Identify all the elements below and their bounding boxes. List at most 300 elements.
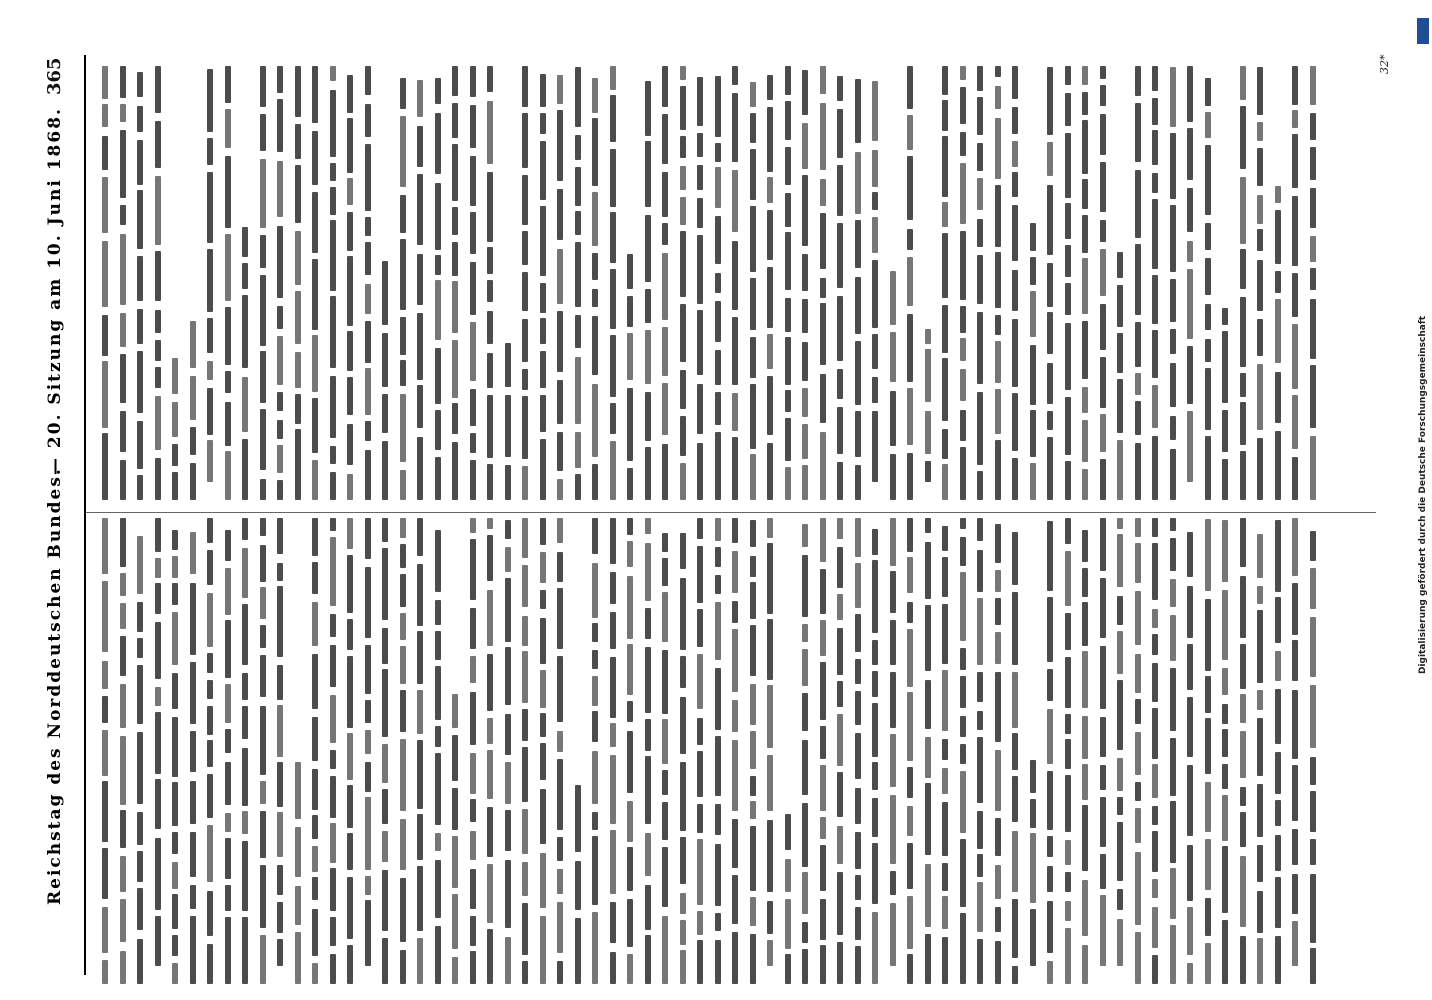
word-mark (382, 744, 388, 783)
word-mark (592, 912, 598, 984)
word-mark (540, 395, 546, 433)
text-line (96, 62, 114, 500)
word-mark (540, 618, 546, 664)
word-mark (260, 781, 266, 804)
word-mark (1275, 689, 1281, 743)
word-mark (872, 843, 878, 904)
word-mark (365, 645, 371, 694)
word-mark (155, 396, 161, 450)
word-mark (575, 167, 581, 206)
word-mark (1170, 205, 1176, 272)
text-line (849, 514, 867, 984)
word-mark (505, 465, 511, 500)
word-mark (1257, 122, 1263, 141)
word-mark (662, 253, 668, 321)
word-mark (855, 79, 861, 143)
word-mark (347, 945, 353, 984)
word-mark (400, 739, 406, 812)
word-mark (242, 673, 248, 700)
word-mark (505, 647, 511, 705)
word-mark (1292, 829, 1298, 865)
word-mark (330, 296, 336, 368)
word-mark (1135, 373, 1141, 394)
word-mark (837, 547, 843, 588)
word-mark (592, 650, 598, 669)
text-line (1076, 514, 1094, 984)
word-mark (435, 410, 441, 450)
word-mark (1310, 436, 1316, 500)
word-mark (1310, 874, 1316, 942)
word-mark (1240, 936, 1246, 984)
word-mark (907, 896, 913, 949)
word-mark (102, 177, 108, 233)
word-mark (907, 954, 913, 984)
word-mark (732, 819, 738, 867)
word-mark (837, 76, 843, 101)
word-mark (837, 369, 843, 399)
word-mark (522, 961, 528, 984)
word-mark (802, 299, 808, 333)
word-mark (1170, 868, 1176, 919)
word-mark (540, 74, 546, 107)
word-mark (837, 594, 843, 620)
word-mark (1310, 188, 1316, 228)
word-mark (1117, 285, 1123, 327)
word-mark (767, 755, 773, 811)
word-mark (890, 734, 896, 787)
word-mark (1205, 436, 1211, 500)
word-mark (767, 940, 773, 966)
word-mark (522, 747, 528, 802)
word-mark (767, 210, 773, 260)
word-mark (155, 176, 161, 244)
text-line (551, 514, 569, 984)
word-mark (750, 149, 756, 200)
word-mark (470, 156, 476, 205)
word-mark (662, 802, 668, 840)
word-mark (837, 296, 843, 361)
word-mark (732, 170, 738, 232)
word-mark (627, 518, 633, 535)
text-line (1234, 62, 1252, 500)
word-mark (1135, 322, 1141, 367)
word-mark (1187, 907, 1193, 954)
word-mark (1100, 162, 1106, 212)
word-mark (1152, 663, 1158, 702)
word-mark (1047, 836, 1053, 857)
word-mark (662, 327, 668, 376)
word-mark (1012, 831, 1018, 892)
word-mark (522, 903, 528, 955)
word-mark (995, 632, 1001, 664)
word-mark (662, 444, 668, 500)
word-mark (522, 113, 528, 168)
word-mark (1030, 909, 1036, 966)
word-mark (1047, 669, 1053, 701)
word-mark (995, 865, 1001, 899)
word-mark (277, 420, 283, 440)
word-mark (785, 337, 791, 385)
word-mark (540, 141, 546, 200)
word-mark (960, 87, 966, 124)
text-line (341, 514, 359, 984)
word-mark (190, 427, 196, 456)
word-mark (295, 165, 301, 224)
word-mark (855, 341, 861, 405)
word-mark (225, 917, 231, 984)
word-mark (452, 957, 458, 984)
word-mark (557, 110, 563, 181)
word-mark (1152, 764, 1158, 798)
text-line (569, 514, 587, 984)
word-mark (295, 932, 301, 984)
text-line (796, 514, 814, 984)
word-mark (330, 472, 336, 500)
word-mark (242, 811, 248, 834)
word-mark (1012, 899, 1018, 958)
word-mark (680, 231, 686, 297)
word-mark (155, 251, 161, 301)
word-mark (575, 785, 581, 852)
text-line (989, 62, 1007, 500)
word-mark (330, 446, 336, 464)
word-mark (592, 316, 598, 375)
word-mark (680, 656, 686, 688)
word-mark (1030, 760, 1036, 793)
word-mark (750, 826, 756, 892)
word-mark (277, 392, 283, 412)
word-mark (347, 256, 353, 325)
text-line (779, 514, 797, 984)
word-mark (907, 156, 913, 220)
word-mark (137, 256, 143, 300)
word-mark (1030, 799, 1036, 828)
word-mark (382, 441, 388, 500)
word-mark (750, 454, 756, 500)
word-mark (1047, 363, 1053, 404)
word-mark (1152, 708, 1158, 759)
word-mark (312, 654, 318, 709)
word-mark (715, 350, 721, 385)
word-mark (785, 232, 791, 290)
word-mark (1170, 668, 1176, 731)
word-mark (1292, 765, 1298, 821)
text-line (236, 514, 254, 984)
word-mark (1205, 782, 1211, 832)
word-mark (1257, 784, 1263, 837)
word-mark (172, 612, 178, 665)
word-mark (907, 629, 913, 687)
word-mark (1275, 877, 1281, 928)
text-line (376, 62, 394, 500)
word-mark (505, 810, 511, 851)
text-line (1199, 514, 1217, 984)
word-mark (102, 104, 108, 127)
word-mark (120, 899, 126, 942)
text-line (1129, 62, 1147, 500)
word-mark (487, 464, 493, 500)
word-mark (1065, 551, 1071, 606)
text-line (604, 62, 622, 500)
word-mark (855, 614, 861, 652)
text-line (341, 62, 359, 500)
word-mark (995, 86, 1001, 109)
word-mark (627, 801, 633, 842)
word-mark (592, 464, 598, 500)
word-mark (592, 676, 598, 706)
word-mark (172, 583, 178, 605)
word-mark (505, 860, 511, 929)
word-mark (995, 315, 1001, 335)
word-mark (190, 662, 196, 723)
text-line (779, 62, 797, 500)
word-mark (767, 107, 773, 171)
text-line (166, 62, 184, 500)
word-mark (750, 801, 756, 819)
word-mark (155, 712, 161, 774)
word-mark (1292, 690, 1298, 758)
word-mark (1100, 895, 1106, 966)
word-mark (557, 380, 563, 425)
word-mark (942, 464, 948, 500)
word-mark (1222, 729, 1228, 756)
word-mark (960, 648, 966, 670)
word-mark (1292, 518, 1298, 576)
word-mark (820, 66, 826, 94)
word-mark (347, 518, 353, 549)
text-line (884, 62, 902, 500)
word-mark (907, 229, 913, 250)
word-mark (627, 954, 633, 984)
word-mark (592, 751, 598, 804)
word-mark (487, 654, 493, 711)
word-mark (137, 536, 143, 595)
word-mark (732, 629, 738, 692)
word-mark (1205, 599, 1211, 670)
word-mark (417, 174, 423, 245)
word-mark (1152, 98, 1158, 124)
word-mark (802, 524, 808, 547)
word-mark (1065, 461, 1071, 500)
word-mark (592, 192, 598, 246)
word-mark (452, 103, 458, 138)
word-mark (697, 133, 703, 157)
word-mark (1222, 764, 1228, 789)
word-mark (1275, 651, 1281, 681)
text-line (1304, 514, 1322, 984)
word-mark (1100, 717, 1106, 757)
word-mark (470, 518, 476, 533)
word-mark (365, 368, 371, 414)
word-mark (1082, 945, 1088, 984)
word-mark (102, 661, 108, 689)
word-mark (592, 384, 598, 457)
word-mark (172, 782, 178, 826)
word-mark (120, 736, 126, 805)
word-mark (872, 192, 878, 211)
text-line (1041, 514, 1059, 984)
word-mark (802, 555, 808, 616)
word-mark (207, 518, 213, 543)
word-mark (995, 672, 1001, 742)
word-mark (610, 212, 616, 263)
text-line (166, 514, 184, 984)
word-mark (137, 309, 143, 344)
word-mark (977, 737, 983, 803)
word-mark (382, 548, 388, 620)
word-mark (645, 81, 651, 135)
word-mark (1222, 920, 1228, 984)
word-mark (715, 216, 721, 265)
word-mark (522, 396, 528, 459)
text-line (1041, 62, 1059, 500)
word-mark (470, 105, 476, 148)
word-mark (872, 529, 878, 555)
word-mark (1187, 532, 1193, 577)
word-mark (1030, 833, 1036, 903)
word-mark (1152, 806, 1158, 826)
text-line (394, 514, 412, 984)
word-mark (365, 797, 371, 870)
word-mark (330, 66, 336, 81)
word-mark (1012, 66, 1018, 99)
word-mark (942, 202, 948, 227)
word-mark (1257, 938, 1263, 984)
word-mark (645, 392, 651, 442)
word-mark (1152, 955, 1158, 984)
word-mark (645, 935, 651, 984)
word-mark (1205, 718, 1211, 774)
word-mark (1152, 518, 1158, 537)
word-mark (417, 866, 423, 930)
word-mark (120, 234, 126, 306)
word-mark (610, 830, 616, 895)
word-mark (242, 263, 248, 289)
word-mark (382, 333, 388, 387)
word-mark (487, 101, 493, 165)
word-mark (610, 335, 616, 396)
word-mark (102, 66, 108, 99)
word-mark (312, 518, 318, 556)
word-mark (365, 900, 371, 966)
word-mark (487, 590, 493, 646)
text-line (726, 514, 744, 984)
word-mark (435, 860, 441, 918)
word-mark (1240, 177, 1246, 244)
word-mark (487, 66, 493, 92)
word-mark (680, 893, 686, 914)
word-mark (242, 841, 248, 911)
word-mark (1292, 66, 1298, 105)
word-mark (522, 231, 528, 265)
word-mark (1205, 898, 1211, 936)
word-mark (347, 656, 353, 728)
word-mark (1275, 597, 1281, 643)
word-mark (697, 384, 703, 435)
word-mark (470, 692, 476, 745)
word-mark (960, 537, 966, 566)
word-mark (697, 654, 703, 709)
word-mark (977, 178, 983, 210)
word-mark (697, 718, 703, 746)
word-mark (942, 896, 948, 929)
text-line (289, 62, 307, 500)
word-mark (382, 789, 388, 823)
word-mark (155, 916, 161, 966)
word-mark (470, 656, 476, 683)
word-mark (505, 520, 511, 539)
word-mark (610, 518, 616, 564)
text-line (1146, 514, 1164, 984)
word-mark (120, 684, 126, 728)
word-mark (505, 937, 511, 984)
word-mark (802, 388, 808, 417)
header-center-title: — 20. Sitzung am 10. Juni 1868. (45, 107, 65, 475)
word-mark (137, 851, 143, 882)
word-mark (977, 255, 983, 304)
text-line (586, 514, 604, 984)
word-mark (1257, 586, 1263, 604)
word-mark (1065, 714, 1071, 734)
text-line (516, 62, 534, 500)
word-mark (260, 114, 266, 152)
word-mark (1240, 518, 1246, 567)
word-mark (977, 97, 983, 135)
word-mark (102, 730, 108, 775)
word-mark (120, 313, 126, 347)
word-mark (225, 762, 231, 805)
word-mark (732, 317, 738, 386)
word-mark (1012, 966, 1018, 984)
word-mark (837, 407, 843, 454)
word-mark (155, 687, 161, 706)
text-line (1164, 62, 1182, 500)
word-mark (330, 220, 336, 291)
word-mark (1240, 731, 1246, 777)
word-mark (260, 587, 266, 619)
word-mark (1030, 223, 1036, 251)
word-mark (697, 804, 703, 833)
word-mark (102, 136, 108, 170)
word-mark (732, 601, 738, 623)
word-mark (242, 377, 248, 432)
word-mark (365, 321, 371, 363)
text-line (674, 514, 692, 984)
word-mark (172, 530, 178, 550)
word-mark (452, 66, 458, 96)
word-mark (1310, 948, 1316, 984)
word-mark (1135, 443, 1141, 500)
word-mark (382, 394, 388, 434)
word-mark (697, 911, 703, 935)
word-mark (697, 546, 703, 603)
word-mark (942, 802, 948, 856)
word-mark (137, 72, 143, 98)
word-mark (925, 518, 931, 533)
word-mark (907, 602, 913, 623)
word-mark (715, 392, 721, 425)
word-mark (505, 395, 511, 457)
word-mark (365, 730, 371, 755)
word-mark (802, 175, 808, 245)
word-mark (470, 916, 476, 947)
word-mark (925, 605, 931, 671)
word-mark (1047, 312, 1053, 354)
word-mark (1257, 148, 1263, 186)
word-mark (1292, 324, 1298, 390)
word-mark (417, 437, 423, 500)
word-mark (662, 558, 668, 586)
